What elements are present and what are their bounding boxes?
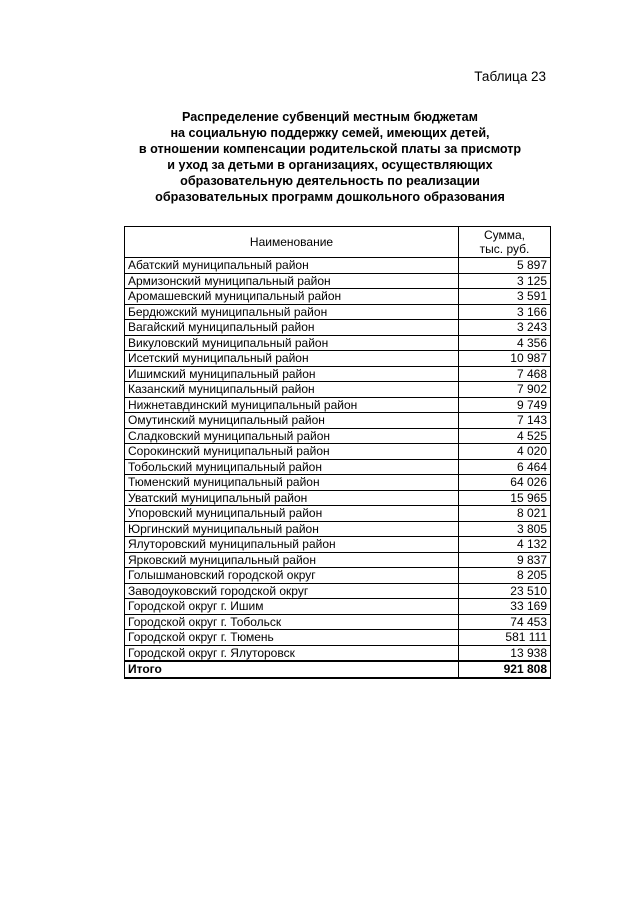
table-row (125, 599, 551, 615)
row-name: Викуловский муниципальный район (125, 335, 459, 351)
row-name: Сорокинский муниципальный район (125, 444, 459, 460)
table-row (125, 397, 551, 413)
row-sum: 7 902 (459, 382, 551, 398)
table-row (125, 258, 551, 274)
table-row (125, 583, 551, 599)
table-row (125, 475, 551, 491)
row-sum: 5 897 (459, 258, 551, 274)
row-sum: 9 749 (459, 397, 551, 413)
total-label: Итого (125, 661, 459, 678)
row-sum: 10 987 (459, 351, 551, 367)
header-sum-line2: тыс. руб. (479, 242, 530, 256)
row-name: Городской округ г. Тобольск (125, 614, 459, 630)
row-name: Аромашевский муниципальный район (125, 289, 459, 305)
header-sum (459, 227, 551, 258)
table-row (125, 552, 551, 568)
row-name: Казанский муниципальный район (125, 382, 459, 398)
title-line: и уход за детьми в организациях, осуществляющих (167, 158, 493, 172)
table-row (125, 444, 551, 460)
row-name: Ялуторовский муниципальный район (125, 537, 459, 553)
row-name: Голышмановский городской округ (125, 568, 459, 584)
row-name: Тобольский муниципальный район (125, 459, 459, 475)
row-sum: 3 125 (459, 273, 551, 289)
table-row (125, 506, 551, 522)
total-sum: 921 808 (459, 661, 551, 678)
row-sum: 64 026 (459, 475, 551, 491)
table-row (125, 490, 551, 506)
table-row (125, 351, 551, 367)
table-row (125, 382, 551, 398)
table-header-row (125, 227, 551, 258)
table-row (125, 335, 551, 351)
row-sum: 4 356 (459, 335, 551, 351)
title-line: на социальную поддержку семей, имеющих детей, (170, 126, 490, 140)
row-name: Исетский муниципальный район (125, 351, 459, 367)
table-row (125, 304, 551, 320)
table-row (125, 521, 551, 537)
table-row (125, 366, 551, 382)
subventions-table (124, 226, 551, 679)
row-sum: 3 591 (459, 289, 551, 305)
row-sum: 7 143 (459, 413, 551, 429)
row-name: Тюменский муниципальный район (125, 475, 459, 491)
row-name: Юргинский муниципальный район (125, 521, 459, 537)
title-line: в отношении компенсации родительской платы за присмотр (138, 142, 522, 156)
table-row (125, 289, 551, 305)
header-name: Наименование (125, 227, 459, 258)
row-name: Городской округ г. Ялуторовск (125, 645, 459, 661)
row-sum: 3 166 (459, 304, 551, 320)
row-sum: 23 510 (459, 583, 551, 599)
row-name: Заводоуковский городской округ (125, 583, 459, 599)
table-number-label: Таблица 23 (474, 69, 546, 84)
row-sum: 7 468 (459, 366, 551, 382)
row-sum: 9 837 (459, 552, 551, 568)
row-sum: 8 021 (459, 506, 551, 522)
row-sum: 6 464 (459, 459, 551, 475)
title-line: Распределение субвенций местным бюджетам (182, 110, 478, 124)
row-name: Сладковский муниципальный район (125, 428, 459, 444)
row-sum: 3 243 (459, 320, 551, 336)
header-sum-line1: Сумма, (483, 228, 526, 242)
table-row (125, 320, 551, 336)
row-sum: 4 020 (459, 444, 551, 460)
table-row (125, 273, 551, 289)
row-name: Армизонский муниципальный район (125, 273, 459, 289)
row-sum: 8 205 (459, 568, 551, 584)
row-sum: 74 453 (459, 614, 551, 630)
row-sum: 581 111 (459, 630, 551, 646)
row-name: Абатский муниципальный район (125, 258, 459, 274)
row-name: Упоровский муниципальный район (125, 506, 459, 522)
table-row (125, 614, 551, 630)
row-name: Городской округ г. Ишим (125, 599, 459, 615)
total-row (125, 661, 551, 678)
row-sum: 4 525 (459, 428, 551, 444)
row-sum: 4 132 (459, 537, 551, 553)
row-name: Ярковский муниципальный район (125, 552, 459, 568)
row-name: Вагайский муниципальный район (125, 320, 459, 336)
row-name: Ишимский муниципальный район (125, 366, 459, 382)
row-name: Уватский муниципальный район (125, 490, 459, 506)
row-name: Омутинский муниципальный район (125, 413, 459, 429)
table-row (125, 645, 551, 661)
row-sum: 3 805 (459, 521, 551, 537)
table-row (125, 630, 551, 646)
table-row (125, 459, 551, 475)
table-row (125, 428, 551, 444)
row-name: Нижнетавдинский муниципальный район (125, 397, 459, 413)
row-name: Бердюжский муниципальный район (125, 304, 459, 320)
table-row (125, 568, 551, 584)
document-title (0, 109, 640, 205)
table-body (125, 258, 551, 662)
table-row (125, 413, 551, 429)
row-sum: 33 169 (459, 599, 551, 615)
title-line: образовательных программ дошкольного образования (155, 190, 505, 204)
table-row (125, 537, 551, 553)
row-sum: 15 965 (459, 490, 551, 506)
row-name: Городской округ г. Тюмень (125, 630, 459, 646)
title-line: образовательную деятельность по реализации (180, 174, 480, 188)
row-sum: 13 938 (459, 645, 551, 661)
